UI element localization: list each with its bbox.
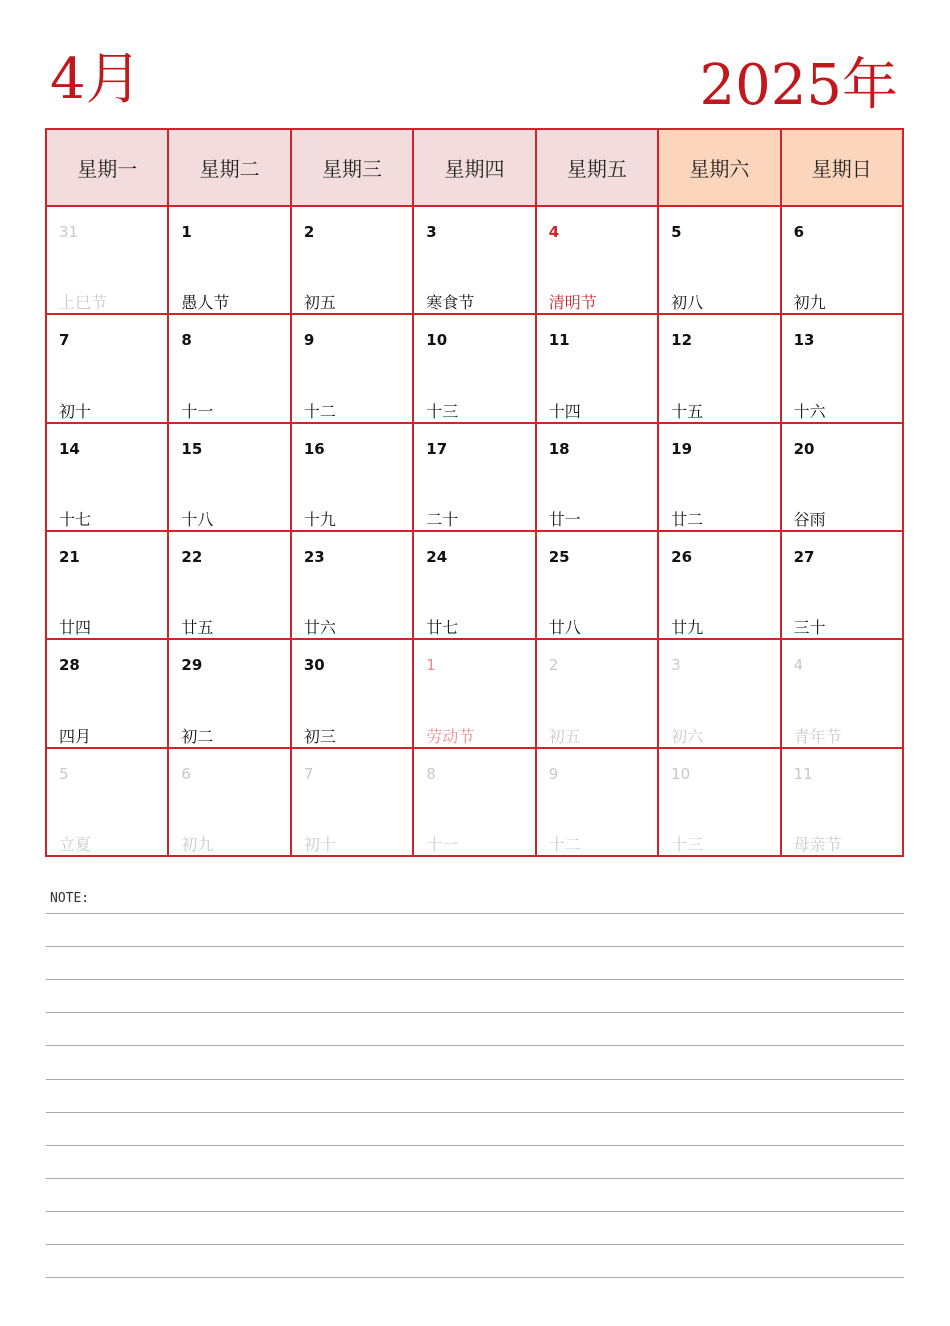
weekday-header: 星期一 <box>47 130 169 207</box>
day-cell[interactable] <box>47 749 169 857</box>
calendar-grid <box>45 128 904 857</box>
day-cell[interactable] <box>782 749 904 857</box>
day-number: 8 <box>426 764 436 783</box>
day-number: 10 <box>426 331 448 350</box>
lunar-label: 十二 <box>548 835 581 854</box>
day-number: 11 <box>548 331 570 350</box>
lunar-label: 廿九 <box>671 618 704 638</box>
day-number: 12 <box>671 331 693 350</box>
note-line[interactable] <box>46 1211 904 1212</box>
day-number: 22 <box>181 548 203 566</box>
day-number: 23 <box>303 548 325 566</box>
lunar-label: 十六 <box>793 401 826 421</box>
lunar-label: 十五 <box>671 401 704 421</box>
lunar-label: 初六 <box>671 726 704 746</box>
day-number: 18 <box>548 439 570 458</box>
day-number: 4 <box>548 223 560 241</box>
note-line[interactable] <box>46 1079 904 1080</box>
lunar-label: 廿五 <box>181 618 214 638</box>
day-number: 9 <box>303 331 315 350</box>
lunar-label: 愚人节 <box>181 293 230 313</box>
lunar-label: 四月 <box>59 726 92 746</box>
day-cell[interactable] <box>47 532 169 640</box>
lunar-label: 十四 <box>548 401 581 421</box>
note-line[interactable] <box>46 1012 904 1013</box>
note-line[interactable] <box>46 1145 904 1146</box>
lunar-label: 初九 <box>793 293 826 313</box>
day-number: 11 <box>793 764 813 783</box>
day-cell[interactable] <box>169 640 291 748</box>
day-cell[interactable] <box>537 424 659 532</box>
day-cell[interactable] <box>659 749 781 857</box>
day-number: 3 <box>671 656 681 675</box>
day-cell[interactable] <box>782 424 904 532</box>
lunar-label: 廿八 <box>548 618 581 638</box>
day-cell[interactable] <box>537 315 659 423</box>
day-cell[interactable] <box>292 640 414 748</box>
day-number: 29 <box>181 656 203 675</box>
day-number: 26 <box>671 548 693 566</box>
day-cell[interactable] <box>414 749 536 857</box>
lunar-label: 清明节 <box>548 293 597 313</box>
day-cell[interactable] <box>537 749 659 857</box>
lunar-label: 上巳节 <box>59 293 108 313</box>
day-number: 5 <box>671 223 682 241</box>
lunar-label: 青年节 <box>793 726 842 746</box>
lunar-label: 十二 <box>303 401 336 421</box>
note-line[interactable] <box>46 913 904 914</box>
day-number: 17 <box>426 439 448 458</box>
note-label: NOTE: <box>50 891 90 906</box>
day-number: 31 <box>59 223 79 241</box>
day-cell[interactable] <box>782 207 904 315</box>
lunar-label: 初五 <box>303 293 336 313</box>
note-line[interactable] <box>46 1178 904 1179</box>
lunar-label: 母亲节 <box>793 835 842 854</box>
day-cell[interactable] <box>169 207 291 315</box>
day-number: 2 <box>303 223 315 241</box>
day-number: 28 <box>59 656 80 675</box>
day-number: 8 <box>181 331 192 350</box>
day-cell[interactable] <box>782 640 904 748</box>
day-cell[interactable] <box>659 640 781 748</box>
day-cell[interactable] <box>292 532 414 640</box>
day-number: 6 <box>181 764 191 783</box>
weekday-header: 星期五 <box>537 130 659 207</box>
day-cell[interactable] <box>47 424 169 532</box>
day-cell[interactable] <box>659 532 781 640</box>
day-number: 16 <box>303 439 325 458</box>
day-cell[interactable] <box>537 640 659 748</box>
day-cell[interactable] <box>169 424 291 532</box>
day-cell[interactable] <box>169 315 291 423</box>
day-number: 20 <box>793 439 815 458</box>
lunar-label: 立夏 <box>59 835 92 854</box>
lunar-label: 廿七 <box>426 618 459 638</box>
day-number: 15 <box>181 439 203 458</box>
day-cell[interactable] <box>659 315 781 423</box>
day-number: 24 <box>426 548 448 566</box>
lunar-label: 廿一 <box>548 510 581 529</box>
lunar-label: 二十 <box>426 510 459 529</box>
year-title: 2025年 <box>699 53 898 118</box>
day-number: 21 <box>59 548 80 566</box>
day-number: 30 <box>303 656 325 675</box>
note-line[interactable] <box>46 1244 904 1245</box>
day-number: 10 <box>671 764 691 783</box>
day-number: 7 <box>59 331 70 350</box>
weekday-header: 星期三 <box>292 130 414 207</box>
day-number: 6 <box>793 223 804 241</box>
day-cell[interactable] <box>414 640 536 748</box>
lunar-label: 十九 <box>303 510 336 529</box>
lunar-label: 十一 <box>426 835 459 854</box>
note-line[interactable] <box>46 979 904 980</box>
lunar-label: 寒食节 <box>426 293 475 313</box>
day-cell[interactable] <box>47 640 169 748</box>
lunar-label: 初十 <box>59 401 92 421</box>
month-title: 4月 <box>50 47 142 112</box>
day-cell[interactable] <box>292 749 414 857</box>
day-cell[interactable] <box>414 532 536 640</box>
lunar-label: 三十 <box>793 618 826 638</box>
day-cell[interactable] <box>414 207 536 315</box>
lunar-label: 初五 <box>548 726 581 746</box>
day-number: 1 <box>426 656 436 675</box>
day-cell[interactable] <box>782 315 904 423</box>
lunar-label: 廿四 <box>59 618 92 638</box>
day-number: 5 <box>59 764 69 783</box>
weekday-header: 星期二 <box>169 130 291 207</box>
day-number: 27 <box>793 548 815 566</box>
lunar-label: 十一 <box>181 401 214 421</box>
day-cell[interactable] <box>292 424 414 532</box>
day-number: 4 <box>793 656 804 675</box>
lunar-label: 初二 <box>181 726 214 746</box>
weekday-header: 星期日 <box>782 130 904 207</box>
weekday-header: 星期六 <box>659 130 781 207</box>
note-line[interactable] <box>46 1277 904 1278</box>
note-line[interactable] <box>46 1112 904 1113</box>
note-line[interactable] <box>46 1045 904 1046</box>
lunar-label: 劳动节 <box>426 726 475 746</box>
day-cell[interactable] <box>659 424 781 532</box>
lunar-label: 初八 <box>671 293 704 313</box>
lunar-label: 廿六 <box>303 618 336 638</box>
lunar-label: 十七 <box>59 510 92 529</box>
day-number: 13 <box>793 331 815 350</box>
day-cell[interactable] <box>414 424 536 532</box>
day-cell[interactable] <box>659 207 781 315</box>
day-number: 1 <box>181 223 192 241</box>
day-number: 9 <box>548 764 559 783</box>
lunar-label: 初三 <box>303 726 336 746</box>
lunar-label: 十三 <box>426 401 459 421</box>
day-cell[interactable] <box>414 315 536 423</box>
lunar-label: 十三 <box>671 835 704 854</box>
day-number: 2 <box>548 656 559 675</box>
note-line[interactable] <box>46 946 904 947</box>
lunar-label: 廿二 <box>671 510 704 529</box>
day-number: 19 <box>671 439 693 458</box>
day-cell[interactable] <box>47 315 169 423</box>
day-number: 25 <box>548 548 570 566</box>
day-cell[interactable] <box>47 207 169 315</box>
day-number: 14 <box>59 439 80 458</box>
day-cell[interactable] <box>169 532 291 640</box>
lunar-label: 谷雨 <box>793 510 826 529</box>
day-cell[interactable] <box>292 207 414 315</box>
day-number: 7 <box>303 764 314 783</box>
day-cell[interactable] <box>537 207 659 315</box>
day-cell[interactable] <box>169 749 291 857</box>
weekday-header: 星期四 <box>414 130 536 207</box>
day-cell[interactable] <box>782 532 904 640</box>
lunar-label: 初九 <box>181 835 214 854</box>
day-cell[interactable] <box>537 532 659 640</box>
day-cell[interactable] <box>292 315 414 423</box>
day-number: 3 <box>426 223 437 241</box>
lunar-label: 十八 <box>181 510 214 529</box>
lunar-label: 初十 <box>303 835 336 854</box>
